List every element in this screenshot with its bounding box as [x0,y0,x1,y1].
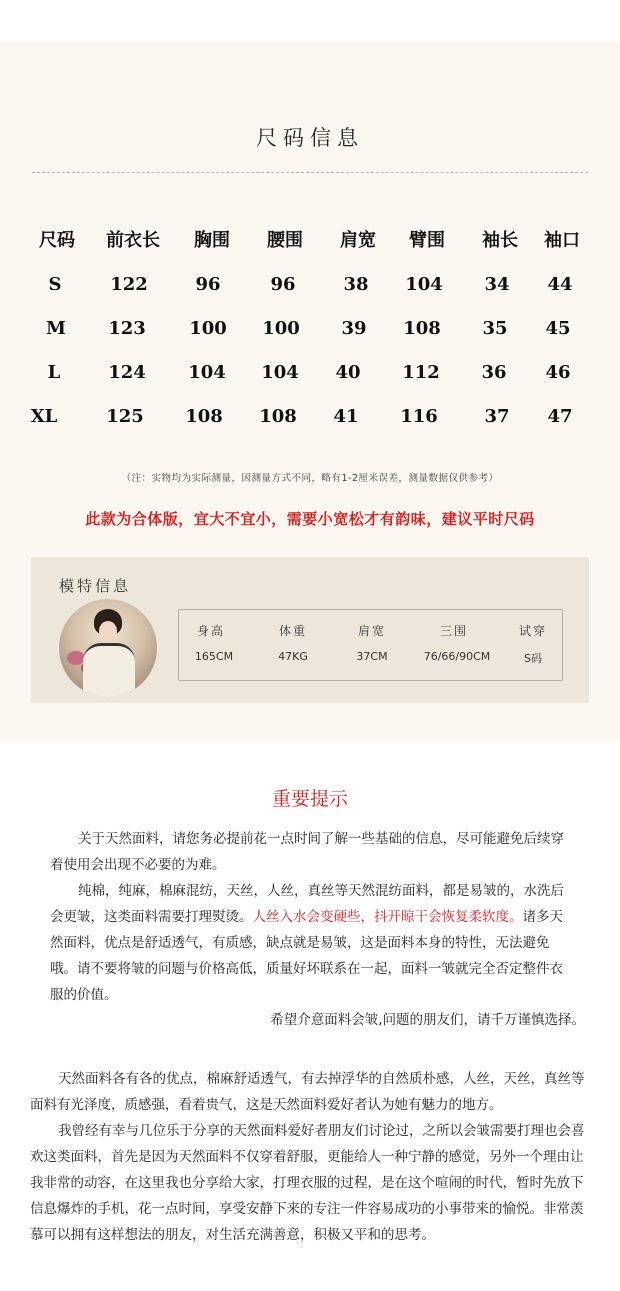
model-value: 37CM [356,650,388,663]
size-cell: 45 [545,318,571,339]
model-label: 肩宽 [357,624,387,638]
size-cell: 37 [484,406,510,427]
size-cell: 41 [333,406,359,427]
size-cell: 112 [402,362,440,383]
size-cell: 104 [188,362,226,383]
model-value: S码 [524,652,542,665]
size-cell: 104 [405,274,443,295]
notice-paragraph [50,826,575,878]
notice-warning-text: 人丝入水会变硬些，抖开晾干会恢复柔软度。 [252,909,523,925]
size-cell: 116 [400,406,438,427]
size-cell: 34 [484,274,510,295]
size-cell: 100 [189,318,227,339]
size-info-title: 尺码信息 [256,126,364,150]
size-header: 肩宽 [340,230,376,251]
model-info-title: 模特信息 [59,577,132,595]
notice-text: 我曾经有幸与几位乐于分享的天然面料爱好者朋友们讨论过，之所以会皱需要打理也会喜欢这类面料，首先是因为天然面料不仅穿着舒服，更能给人一种宁静的感觉，另外一个理由让我非常的动容，在这里我也分享给大家，打理衣服的过程，是在这个喧闹的时代，暂时先放下信息爆炸的手机，花一点时间，享受安静下来的专注一件容易成功的小事带来的愉悦。非常羡慕可以拥有这样想法的朋友，对生活充满善意，积极又平和的思考。 [30,1123,585,1243]
notice-text: 诸多天然面料，优点是舒适透气，有质感，缺点就是易皱，这是面料本身的特性，无法避免哦。请不要将皱的问题与价格高低，质量好坏联系在一起，面料一皱就完全否定整件衣服的价值。 [50,909,563,1003]
notice-paragraph [30,1066,595,1118]
size-header: 臂围 [409,230,445,251]
fit-advice: 此款为合体版，宜大不宜小，需要小宽松才有韵味，建议平时尺码 [85,510,535,528]
size-cell: 108 [259,406,297,427]
size-cell: S [48,274,62,295]
model-value: 47KG [278,650,308,663]
size-cell: L [47,362,61,383]
size-cell: 104 [261,362,299,383]
model-info-panel [31,557,589,703]
notice-closing: 希望介意面料会皱,问题的朋友们，请千万谨慎选择。 [270,1012,585,1028]
size-cell: 125 [106,406,144,427]
size-cell: 38 [343,274,369,295]
notice-text: 关于天然面料，请您务必提前花一点时间了解一些基础的信息，尽可能避免后续穿着使用会出现不必要的为难。 [50,831,564,873]
size-header: 腰围 [267,230,303,251]
model-label: 体重 [278,624,308,638]
title-divider [32,172,588,173]
notice-paragraph [50,878,575,1008]
size-cell: 96 [195,274,221,295]
size-header: 袖长 [482,230,518,251]
model-label: 试穿 [518,624,548,638]
model-value: 76/66/90CM [423,650,491,663]
size-cell: 96 [270,274,296,295]
size-cell: 100 [262,318,300,339]
measurement-note: （注：实物均为实际测量，因测量方式不同，略有1-2厘米误差，测量数据仅供参考） [121,473,499,484]
size-cell: 47 [547,406,573,427]
notice-text: 纯棉，纯麻，棉麻混纺，天丝，人丝，真丝等天然混纺面料，都是易皱的，水洗后会更皱，这类面料需要打理熨烫。 [50,883,564,925]
model-label: 身高 [196,624,226,638]
size-cell: 36 [481,362,507,383]
notice-text: 天然面料各有各的优点，棉麻舒适透气，有去掉浮华的自然质朴感，人丝，天丝，真丝等面料有光泽度，质感强，看着贵气，这是天然面料爱好者认为她有魅力的地方。 [30,1071,585,1113]
size-cell: 35 [482,318,508,339]
model-label: 三围 [439,624,469,638]
size-cell: M [46,318,66,339]
size-header: 袖口 [544,230,580,251]
model-avatar [59,599,157,697]
size-cell: 108 [403,318,441,339]
size-cell: 46 [545,362,571,383]
size-cell: 124 [108,362,146,383]
notice-title: 重要提示 [271,788,348,810]
size-cell: 44 [547,274,573,295]
size-cell: 123 [108,318,146,339]
model-measurements-box [178,609,563,681]
size-cell: XL [30,406,58,427]
model-value: 165CM [194,650,234,663]
size-header: 前衣长 [106,230,160,251]
size-cell: 39 [341,318,367,339]
size-header: 胸围 [194,230,230,251]
size-cell: 40 [335,362,361,383]
notice-paragraph [30,1118,595,1248]
size-header: 尺码 [39,230,75,251]
size-cell: 108 [185,406,223,427]
size-cell: 122 [110,274,148,295]
